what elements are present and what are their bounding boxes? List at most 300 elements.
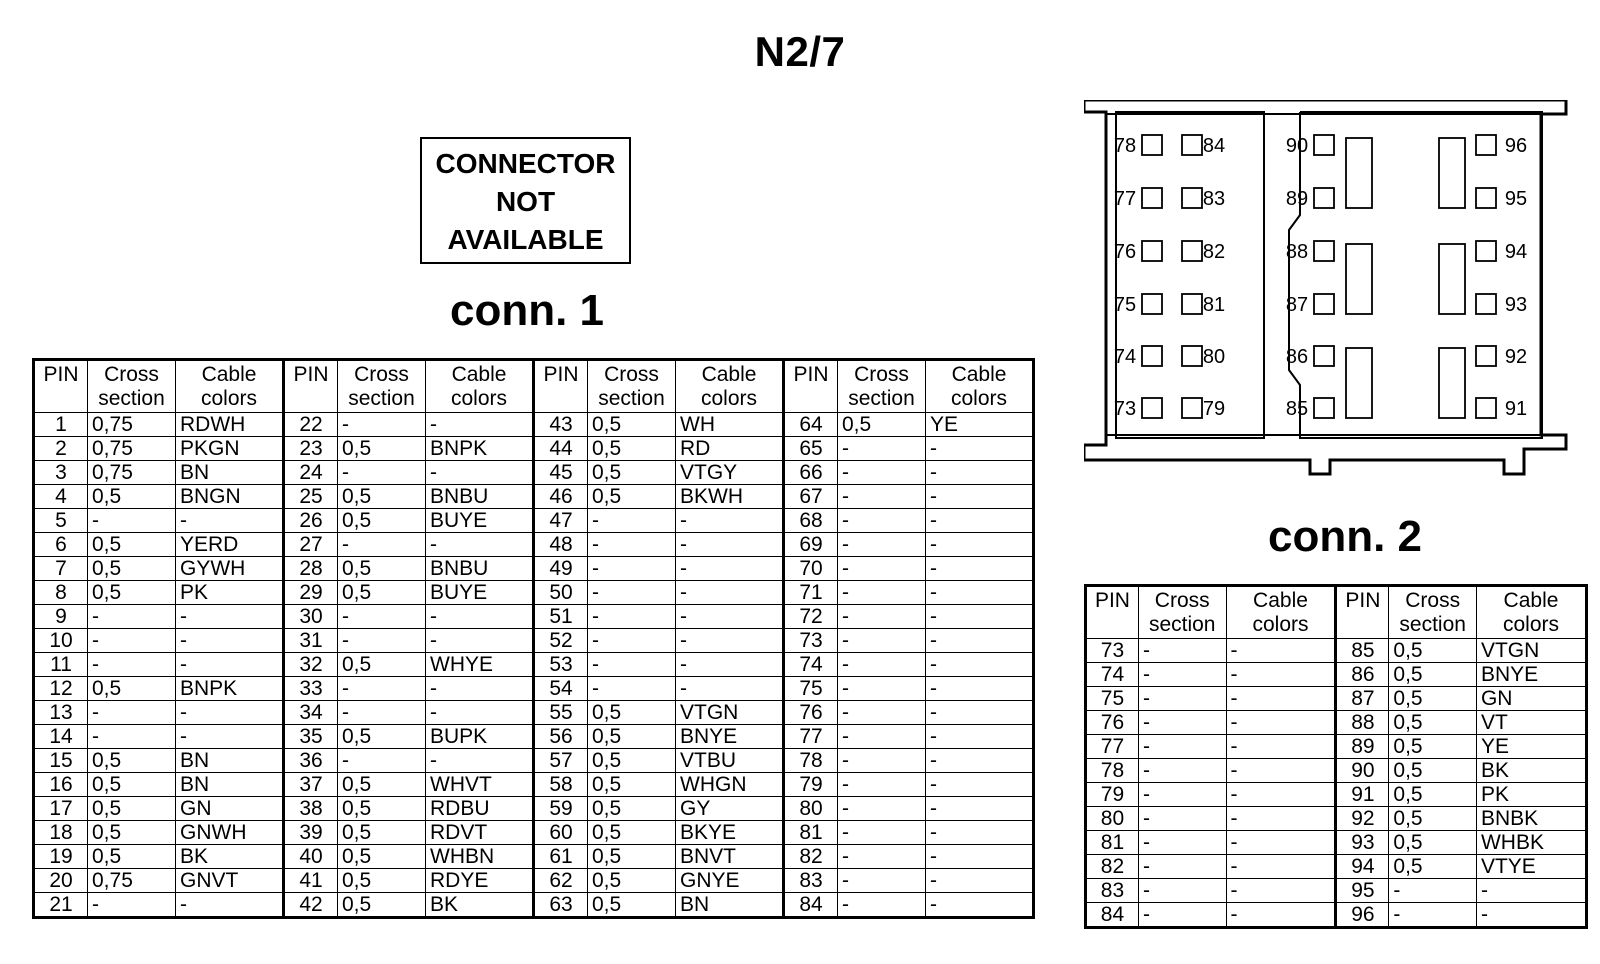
pin-number-cell: 53 [534,653,588,677]
pin-number-cell: 16 [34,773,88,797]
latch-slot [1346,348,1372,418]
pin-cell-square [1142,346,1162,366]
pin-number-cell: 23 [284,437,338,461]
cable-color-cell: - [676,653,784,677]
cable-color-cell: BNYE [676,725,784,749]
latch-slot [1439,138,1465,208]
cross-section-cell: - [588,653,676,677]
cable-color-cell: - [926,869,1034,893]
cross-section-cell: - [838,797,926,821]
header-cable-colors: Cable colors [1226,586,1336,639]
pin-number-cell: 78 [784,749,838,773]
cross-section-cell: - [838,893,926,918]
cross-section-cell: 0,5 [88,533,176,557]
cross-section-cell: 0,5 [338,653,426,677]
cable-color-cell: BNVT [676,845,784,869]
header-cable-colors: Cable colors [426,360,534,413]
cable-color-cell: BNBU [426,485,534,509]
cross-section-cell: 0,5 [1389,639,1477,663]
diagram-pin-label: 74 [1113,346,1137,368]
cable-color-cell: - [926,749,1034,773]
header-cross-section: Cross section [838,360,926,413]
pin-cell-square [1476,398,1496,418]
cross-section-cell: - [838,629,926,653]
cable-color-cell: WHGN [676,773,784,797]
conn1-table-row [34,629,1034,653]
cable-color-cell: VTGN [676,701,784,725]
pin-number-cell: 72 [784,605,838,629]
pin-number-cell: 93 [1336,831,1389,855]
cable-color-cell: VTYE [1476,855,1586,879]
cable-color-cell: - [926,533,1034,557]
pin-number-cell: 34 [284,701,338,725]
diagram-pin-label: 75 [1113,294,1137,316]
pin-cell-square [1476,294,1496,314]
cable-color-cell: - [426,677,534,701]
pin-number-cell: 70 [784,557,838,581]
cross-section-cell: 0,5 [88,749,176,773]
conn1-table-row [34,725,1034,749]
cross-section-cell: - [338,461,426,485]
pin-number-cell: 30 [284,605,338,629]
pin-cell-square [1142,188,1162,208]
conn1-table-row [34,485,1034,509]
diagram-pin-label: 85 [1285,398,1309,420]
cable-color-cell: WHVT [426,773,534,797]
cross-section-cell: - [1138,735,1226,759]
pin-number-cell: 17 [34,797,88,821]
pin-number-cell: 18 [34,821,88,845]
cable-color-cell: WHBK [1476,831,1586,855]
pin-number-cell: 5 [34,509,88,533]
cross-section-cell: - [1138,903,1226,928]
pin-number-cell: 36 [284,749,338,773]
cross-section-cell: - [838,821,926,845]
cable-color-cell: - [926,773,1034,797]
conn2-table-row [1086,711,1587,735]
header-cable-colors: Cable colors [926,360,1034,413]
cable-color-cell: WHYE [426,653,534,677]
pin-number-cell: 96 [1336,903,1389,928]
pin-number-cell: 9 [34,605,88,629]
cable-color-cell: - [676,509,784,533]
cross-section-cell: 0,5 [1389,783,1477,807]
diagram-pin-label: 76 [1113,241,1137,263]
cross-section-cell: - [838,461,926,485]
diagram-pin-label: 91 [1504,398,1528,420]
conn2-table-body [1086,639,1587,928]
pin-number-cell: 51 [534,605,588,629]
diagram-pin-label: 86 [1285,346,1309,368]
cable-color-cell: - [926,557,1034,581]
cross-section-cell: 0,5 [88,845,176,869]
cross-section-cell: - [1389,903,1477,928]
cross-section-cell: - [338,605,426,629]
cable-color-cell: - [676,629,784,653]
conn1-table-row [34,749,1034,773]
cable-color-cell: BUPK [426,725,534,749]
cable-color-cell: - [676,677,784,701]
cable-color-cell: - [1476,879,1586,903]
cross-section-cell: 0,5 [588,845,676,869]
cross-section-cell: 0,5 [338,773,426,797]
cross-section-cell: - [838,533,926,557]
pin-number-cell: 68 [784,509,838,533]
pin-number-cell: 75 [1086,687,1139,711]
pin-number-cell: 87 [1336,687,1389,711]
cable-color-cell: PK [176,581,284,605]
cross-section-cell: - [88,893,176,918]
cross-section-cell: 0,5 [588,797,676,821]
diagram-pin-label: 77 [1113,188,1137,210]
pin-number-cell: 39 [284,821,338,845]
cross-section-cell: - [338,629,426,653]
pin-number-cell: 11 [34,653,88,677]
cable-color-cell: - [1226,855,1336,879]
cable-color-cell: RDVT [426,821,534,845]
pin-number-cell: 71 [784,581,838,605]
cable-color-cell: - [926,845,1034,869]
cable-color-cell: BN [676,893,784,918]
pin-number-cell: 58 [534,773,588,797]
pin-number-cell: 29 [284,581,338,605]
cable-color-cell: - [426,413,534,437]
cable-color-cell: - [176,605,284,629]
conn1-table-row [34,773,1034,797]
pin-number-cell: 28 [284,557,338,581]
cross-section-cell: 0,5 [338,797,426,821]
page-title: N2/7 [754,28,846,75]
header-cable-colors: Cable colors [176,360,284,413]
header-cross-section: Cross section [88,360,176,413]
conn2-table-row [1086,807,1587,831]
pin-number-cell: 77 [1086,735,1139,759]
header-cable-colors: Cable colors [676,360,784,413]
pin-number-cell: 76 [784,701,838,725]
cross-section-cell: - [1138,831,1226,855]
pin-cell-square [1182,294,1202,314]
header-pin: PIN [534,360,588,413]
pin-number-cell: 54 [534,677,588,701]
cable-color-cell: - [1226,687,1336,711]
cable-color-cell: YERD [176,533,284,557]
cross-section-cell: 0,5 [88,773,176,797]
pin-number-cell: 49 [534,557,588,581]
cable-color-cell: - [426,701,534,725]
diagram-pin-label: 82 [1202,241,1226,263]
pin-cell-square [1182,346,1202,366]
pin-number-cell: 10 [34,629,88,653]
cable-color-cell: GY [676,797,784,821]
pin-cell-square [1182,241,1202,261]
cross-section-cell: - [838,869,926,893]
cross-section-cell: - [838,485,926,509]
cross-section-cell: 0,75 [88,437,176,461]
pin-number-cell: 57 [534,749,588,773]
pin-number-cell: 27 [284,533,338,557]
cable-color-cell: - [926,461,1034,485]
pin-number-cell: 84 [784,893,838,918]
pin-number-cell: 95 [1336,879,1389,903]
cross-section-cell: 0,5 [338,557,426,581]
cable-color-cell: GNVT [176,869,284,893]
pin-number-cell: 22 [284,413,338,437]
header-cross-section: Cross section [1389,586,1477,639]
diagram-pin-label: 73 [1113,398,1137,420]
pin-number-cell: 38 [284,797,338,821]
conn1-table-row [34,437,1034,461]
cross-section-cell: 0,5 [1389,855,1477,879]
pin-cell-square [1182,135,1202,155]
cable-color-cell: BUYE [426,581,534,605]
pin-number-cell: 88 [1336,711,1389,735]
cable-color-cell: VT [1476,711,1586,735]
cross-section-cell: 0,5 [1389,663,1477,687]
cross-section-cell: - [838,509,926,533]
pin-number-cell: 44 [534,437,588,461]
pin-number-cell: 14 [34,725,88,749]
connector-2-diagram [1084,100,1588,485]
cable-color-cell: GN [1476,687,1586,711]
header-pin: PIN [784,360,838,413]
cable-color-cell: BK [1476,759,1586,783]
pin-cell-square [1314,135,1334,155]
cable-color-cell: YE [1476,735,1586,759]
pin-cell-square [1142,241,1162,261]
pin-number-cell: 69 [784,533,838,557]
cable-color-cell: VTGY [676,461,784,485]
pin-number-cell: 52 [534,629,588,653]
cable-color-cell: BNBK [1476,807,1586,831]
pin-number-cell: 90 [1336,759,1389,783]
conn2-table-row [1086,687,1587,711]
cross-section-cell: 0,5 [88,581,176,605]
cable-color-cell: - [176,509,284,533]
pin-number-cell: 91 [1336,783,1389,807]
cross-section-cell: - [838,605,926,629]
cross-section-cell: 0,5 [1389,687,1477,711]
pin-number-cell: 48 [534,533,588,557]
pin-number-cell: 3 [34,461,88,485]
pin-number-cell: 47 [534,509,588,533]
conn2-table-row [1086,759,1587,783]
cable-color-cell: - [926,701,1034,725]
cable-color-cell: PK [1476,783,1586,807]
pin-cell-square [1142,398,1162,418]
cable-color-cell: RD [676,437,784,461]
cable-color-cell: BK [426,893,534,918]
pin-number-cell: 6 [34,533,88,557]
cross-section-cell: - [838,749,926,773]
cross-section-cell: 0,5 [588,869,676,893]
cross-section-cell: - [838,581,926,605]
pin-number-cell: 83 [1086,879,1139,903]
pin-number-cell: 26 [284,509,338,533]
cable-color-cell: - [926,821,1034,845]
pin-number-cell: 15 [34,749,88,773]
cable-color-cell: RDBU [426,797,534,821]
cable-color-cell: BNGN [176,485,284,509]
cross-section-cell: 0,5 [588,461,676,485]
pin-number-cell: 82 [784,845,838,869]
pin-number-cell: 19 [34,845,88,869]
cable-color-cell: BNBU [426,557,534,581]
cable-color-cell: - [426,533,534,557]
cable-color-cell: - [1226,831,1336,855]
pin-number-cell: 62 [534,869,588,893]
cross-section-cell: - [338,701,426,725]
conn1-table-row [34,797,1034,821]
conn1-table-row [34,677,1034,701]
header-pin: PIN [34,360,88,413]
cross-section-cell: - [838,437,926,461]
pin-number-cell: 74 [1086,663,1139,687]
cable-color-cell: VTGN [1476,639,1586,663]
cable-color-cell: GNYE [676,869,784,893]
diagram-pin-label: 93 [1504,294,1528,316]
cross-section-cell: - [1138,639,1226,663]
conn2-pin-table [1084,584,1588,929]
conn2-table-row [1086,903,1587,928]
header-pin: PIN [1336,586,1389,639]
pin-cell-square [1182,188,1202,208]
diagram-pin-label: 92 [1504,346,1528,368]
cross-section-cell: 0,5 [338,581,426,605]
cross-section-cell: - [338,749,426,773]
cable-color-cell: BNPK [176,677,284,701]
cable-color-cell: - [176,725,284,749]
cable-color-cell: PKGN [176,437,284,461]
conn1-table-row [34,653,1034,677]
latch-slot [1439,348,1465,418]
pin-number-cell: 35 [284,725,338,749]
pin-number-cell: 25 [284,485,338,509]
cross-section-cell: - [1138,879,1226,903]
cross-section-cell: - [88,701,176,725]
pin-number-cell: 83 [784,869,838,893]
cross-section-cell: - [1389,879,1477,903]
pin-number-cell: 45 [534,461,588,485]
cross-section-cell: 0,5 [88,821,176,845]
cable-color-cell: - [1226,639,1336,663]
cross-section-cell: - [588,533,676,557]
pin-cell-square [1476,135,1496,155]
pin-number-cell: 42 [284,893,338,918]
cable-color-cell: - [926,629,1034,653]
cable-color-cell: GYWH [176,557,284,581]
diagram-pin-label: 78 [1113,135,1137,157]
pin-number-cell: 67 [784,485,838,509]
pin-number-cell: 89 [1336,735,1389,759]
cable-color-cell: BKWH [676,485,784,509]
cross-section-cell: - [838,677,926,701]
cross-section-cell: - [838,773,926,797]
notice-line-2: NOT [495,186,556,217]
conn2-table-row [1086,735,1587,759]
pin-number-cell: 20 [34,869,88,893]
pin-number-cell: 46 [534,485,588,509]
pin-number-cell: 77 [784,725,838,749]
pin-number-cell: 7 [34,557,88,581]
cross-section-cell: 0,5 [338,509,426,533]
pin-number-cell: 79 [784,773,838,797]
pin-cell-square [1476,241,1496,261]
cable-color-cell: BN [176,461,284,485]
header-pin: PIN [284,360,338,413]
cable-color-cell: - [676,533,784,557]
pin-number-cell: 21 [34,893,88,918]
cross-section-cell: 0,75 [88,413,176,437]
pin-number-cell: 75 [784,677,838,701]
cable-color-cell: - [926,677,1034,701]
conn1-table-row [34,893,1034,918]
pin-number-cell: 8 [34,581,88,605]
cross-section-cell: - [588,629,676,653]
diagram-pin-label: 80 [1202,346,1226,368]
cross-section-cell: 0,5 [838,413,926,437]
conn1-table-row [34,701,1034,725]
conn1-table-row [34,557,1034,581]
cross-section-cell: - [1138,663,1226,687]
cross-section-cell: 0,5 [1389,807,1477,831]
cable-color-cell: - [426,605,534,629]
diagram-pin-label: 90 [1285,135,1309,157]
cross-section-cell: - [338,677,426,701]
pin-number-cell: 24 [284,461,338,485]
pin-number-cell: 73 [784,629,838,653]
pin-number-cell: 43 [534,413,588,437]
pin-number-cell: 80 [1086,807,1139,831]
pin-number-cell: 13 [34,701,88,725]
conn2-label: conn. 2 [1268,512,1423,561]
pin-number-cell: 74 [784,653,838,677]
conn2-table-row [1086,855,1587,879]
cable-color-cell: - [926,437,1034,461]
cable-color-cell: - [926,797,1034,821]
pin-number-cell: 84 [1086,903,1139,928]
cross-section-cell: 0,5 [338,869,426,893]
cross-section-cell: 0,5 [588,413,676,437]
cable-color-cell: - [926,725,1034,749]
conn1-pin-table [32,358,1035,919]
cable-color-cell: WHBN [426,845,534,869]
cross-section-cell: 0,5 [588,701,676,725]
conn1-label: conn. 1 [450,286,605,335]
cable-color-cell: - [176,629,284,653]
cross-section-cell: 0,5 [1389,831,1477,855]
conn2-header-row [1086,586,1587,639]
cross-section-cell: 0,5 [588,749,676,773]
pin-number-cell: 61 [534,845,588,869]
pin-number-cell: 4 [34,485,88,509]
diagram-pin-label: 81 [1202,294,1226,316]
cable-color-cell: - [926,653,1034,677]
cross-section-cell: - [838,701,926,725]
pin-number-cell: 60 [534,821,588,845]
cross-section-cell: 0,5 [338,725,426,749]
conn1-header-row [34,360,1034,413]
pin-number-cell: 41 [284,869,338,893]
pin-cell-square [1476,188,1496,208]
pin-cell-square [1182,398,1202,418]
cross-section-cell: - [88,725,176,749]
cross-section-cell: - [338,533,426,557]
pin-number-cell: 31 [284,629,338,653]
cross-section-cell: 0,5 [338,437,426,461]
header-cross-section: Cross section [588,360,676,413]
cross-section-cell: 0,5 [588,437,676,461]
pin-number-cell: 64 [784,413,838,437]
